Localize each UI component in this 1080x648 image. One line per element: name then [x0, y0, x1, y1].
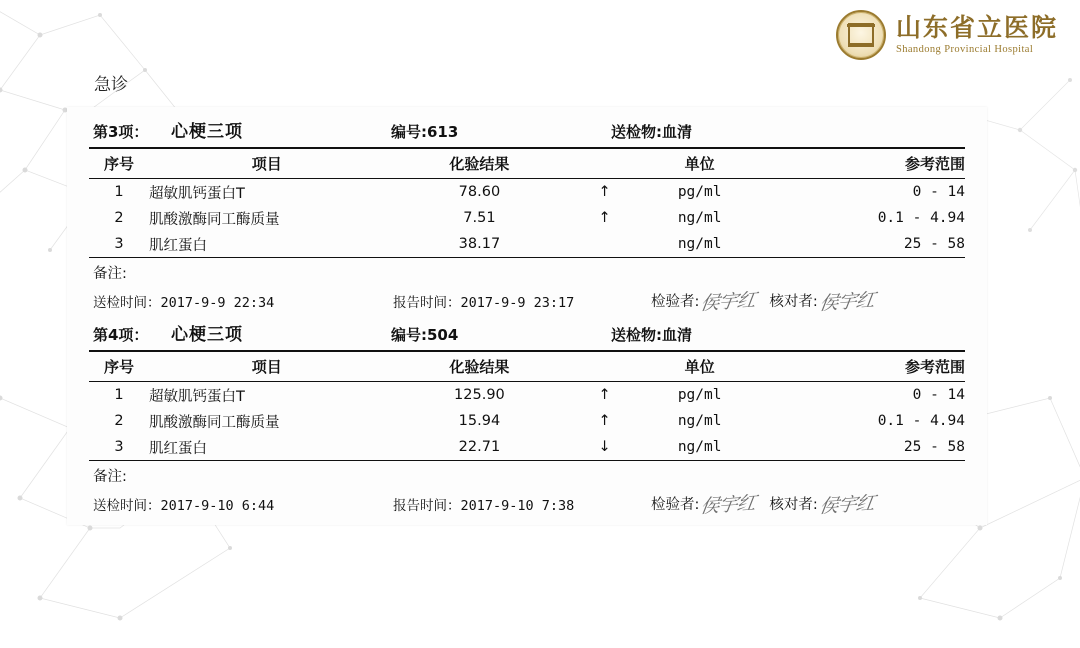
checker-signature: 侯宇红 — [817, 492, 876, 518]
hospital-name-block — [896, 15, 1058, 54]
cell-reference: 25 - 58 — [903, 439, 965, 455]
table-row — [89, 434, 965, 460]
col-header-item: 项目 — [251, 155, 282, 173]
cell-unit: pg/ml — [677, 387, 722, 403]
cell-result: 125.90 — [454, 387, 505, 403]
lab-results-table — [89, 352, 965, 381]
remark-label: 备注: — [93, 266, 127, 282]
cell-flag — [575, 231, 635, 257]
lab-results-body — [89, 382, 965, 460]
cell-unit: ng/ml — [677, 236, 722, 252]
send-time: 送检时间：2017-9-9 22:34 — [93, 294, 275, 311]
col-header-index: 序号 — [104, 358, 135, 376]
col-header-result: 化验结果 — [449, 155, 510, 173]
tester-label: 检验者: — [651, 294, 700, 310]
col-header-flag — [575, 352, 635, 381]
panel-name: 心梗三项 — [171, 122, 243, 142]
report-sheet — [67, 107, 987, 525]
report-header — [89, 320, 965, 350]
lab-results-body — [89, 179, 965, 257]
item-number: 第3项： — [93, 123, 149, 141]
signature-block — [651, 490, 888, 517]
col-header-reference: 参考范围 — [904, 358, 965, 376]
cell-item: 肌红蛋白 — [149, 237, 208, 254]
cell-flag: ↑ — [598, 210, 611, 226]
hospital-name-cn: 山东省立医院 — [895, 13, 1058, 43]
cell-index: 2 — [114, 210, 124, 226]
table-row — [89, 205, 965, 231]
lab-report-2 — [89, 320, 965, 523]
cell-unit: ng/ml — [677, 210, 722, 226]
item-number: 第4项： — [93, 326, 149, 344]
col-header-flag — [575, 149, 635, 178]
table-header-row — [89, 352, 965, 381]
report-footer — [89, 285, 965, 320]
col-header-item: 项目 — [251, 358, 282, 376]
cell-index: 1 — [114, 184, 124, 200]
hospital-seal-icon — [836, 10, 886, 60]
remark-label: 备注: — [93, 469, 127, 485]
specimen-type: 送检物:血清 — [611, 123, 692, 141]
serial-number: 编号:504 — [391, 326, 459, 344]
table-header-row — [89, 149, 965, 178]
cell-result: 7.51 — [463, 210, 496, 226]
send-time: 送检时间：2017-9-10 6:44 — [93, 497, 275, 514]
cell-flag: ↑ — [598, 413, 611, 429]
col-header-unit: 单位 — [684, 358, 715, 376]
table-row — [89, 408, 965, 434]
cell-result: 15.94 — [458, 413, 501, 429]
table-row — [89, 382, 965, 408]
report-time: 报告时间：2017-9-9 23:17 — [393, 294, 575, 311]
cell-unit: ng/ml — [677, 413, 722, 429]
cell-index: 1 — [114, 387, 124, 403]
lab-report-1 — [89, 117, 965, 320]
col-header-index: 序号 — [104, 155, 135, 173]
cell-flag: ↑ — [598, 184, 611, 200]
cell-reference: 25 - 58 — [903, 236, 965, 252]
checker-signature: 侯宇红 — [817, 289, 876, 315]
tester-signature: 侯宇红 — [699, 492, 758, 518]
report-header — [89, 117, 965, 147]
cell-unit: ng/ml — [677, 439, 722, 455]
hospital-header — [836, 10, 1058, 60]
page-title: 急诊 — [94, 75, 128, 95]
cell-result: 38.17 — [458, 236, 501, 252]
cell-reference: 0 - 14 — [912, 387, 965, 403]
tester-signature: 侯宇红 — [699, 289, 758, 315]
cell-reference: 0 - 14 — [912, 184, 965, 200]
table-row — [89, 179, 965, 205]
checker-label: 核对者: — [769, 294, 818, 310]
cell-index: 3 — [114, 236, 124, 252]
panel-name: 心梗三项 — [171, 325, 243, 345]
cell-unit: pg/ml — [677, 184, 722, 200]
cell-result: 78.60 — [458, 184, 501, 200]
col-header-reference: 参考范围 — [904, 155, 965, 173]
specimen-type: 送检物:血清 — [611, 326, 692, 344]
cell-flag: ↑ — [598, 387, 611, 403]
cell-item: 肌红蛋白 — [149, 440, 208, 457]
report-footer — [89, 488, 965, 523]
checker-label: 核对者: — [769, 497, 818, 513]
cell-item: 肌酸激酶同工酶质量 — [149, 211, 280, 228]
serial-number: 编号:613 — [391, 123, 459, 141]
cell-index: 3 — [114, 439, 124, 455]
tester-label: 检验者: — [651, 497, 700, 513]
col-header-result: 化验结果 — [449, 358, 510, 376]
report-time: 报告时间：2017-9-10 7:38 — [393, 497, 575, 514]
cell-reference: 0.1 - 4.94 — [877, 210, 965, 226]
col-header-unit: 单位 — [684, 155, 715, 173]
cell-item: 超敏肌钙蛋白T — [149, 185, 245, 202]
cell-item: 超敏肌钙蛋白T — [149, 388, 245, 405]
cell-index: 2 — [114, 413, 124, 429]
cell-reference: 0.1 - 4.94 — [877, 413, 965, 429]
hospital-name-en: Shandong Provincial Hospital — [895, 43, 1034, 55]
cell-result: 22.71 — [458, 439, 501, 455]
cell-item: 肌酸激酶同工酶质量 — [149, 414, 280, 431]
table-row — [89, 231, 965, 257]
lab-results-table — [89, 149, 965, 178]
signature-block — [651, 287, 888, 314]
cell-flag: ↓ — [598, 439, 611, 455]
